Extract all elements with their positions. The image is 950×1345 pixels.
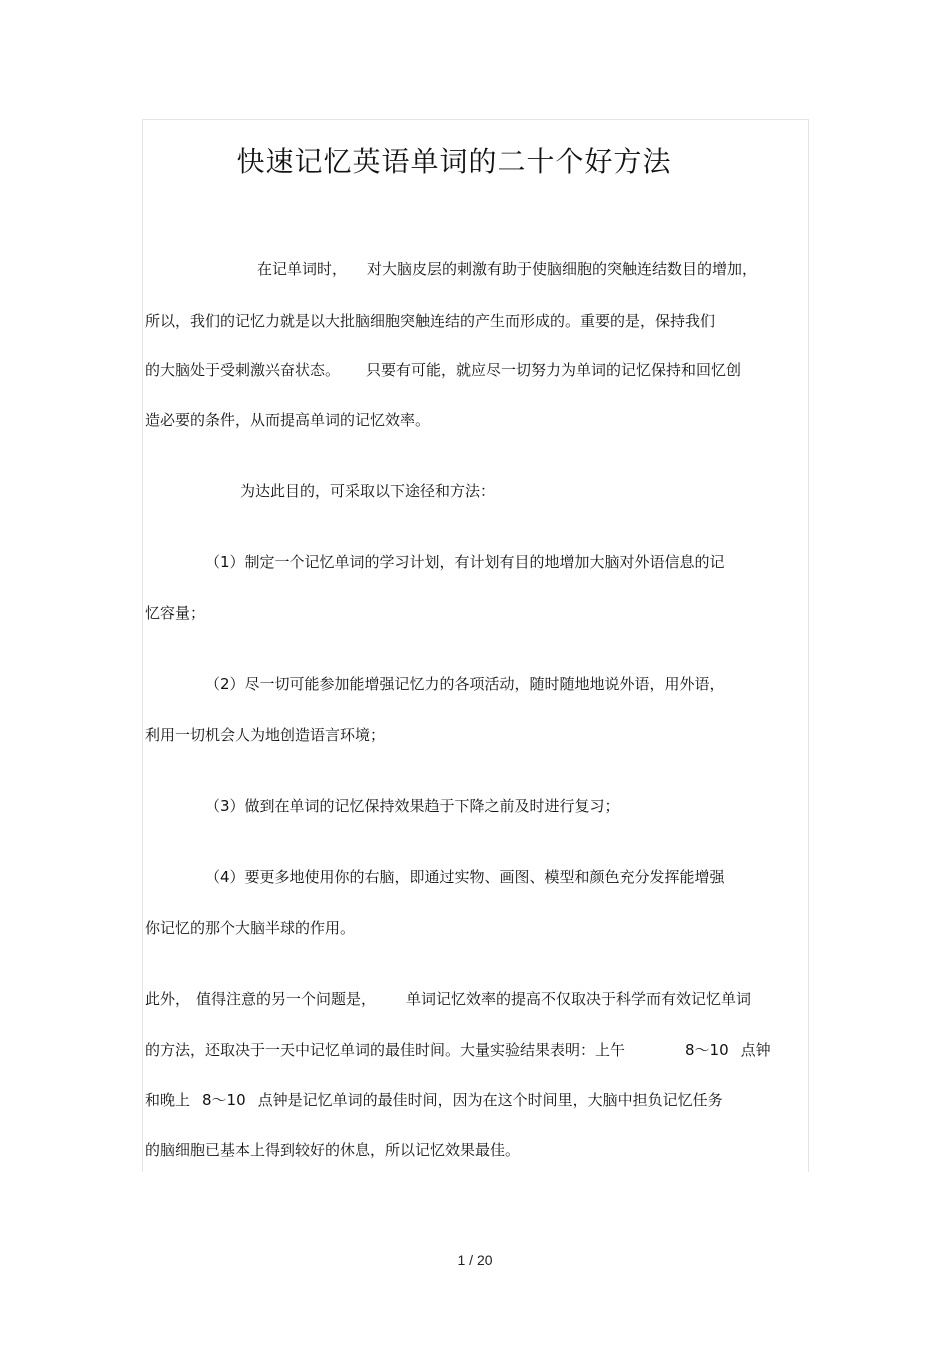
p1-line-1: 在记单词时， 对大脑皮层的刺激有助于使脑细胞的突触连结数目的增加， xyxy=(257,260,758,278)
p3-line-2: 的方法，还取决于一天中记忆单词的最佳时间。大量实验结果表明：上午 8～10 点钟 xyxy=(145,1041,771,1059)
page-indicator: 1 / 20 xyxy=(457,1252,493,1268)
item2-line-2: 利用一切机会人为地创造语言环境； xyxy=(145,726,386,744)
item4-line-1: （4）要更多地使用你的右脑，即通过实物、画图、模型和颜色充分发挥能增强 xyxy=(205,868,725,886)
item1-line-2: 忆容量； xyxy=(145,604,206,622)
p1-line-2: 所以，我们的记忆力就是以大批脑细胞突触连结的产生而形成的。重要的是，保持我们 xyxy=(145,312,716,330)
item1-line-1: （1）制定一个记忆单词的学习计划，有计划有目的地增加大脑对外语信息的记 xyxy=(205,553,725,571)
item4-line-2: 你记忆的那个大脑半球的作用。 xyxy=(145,919,356,937)
p2-line-1: 为达此目的，可采取以下途径和方法： xyxy=(240,482,496,500)
p1-line-3: 的大脑处于受刺激兴奋状态。 只要有可能，就应尽一切努力为单词的记忆保持和回忆创 xyxy=(145,361,742,379)
item3-line-1: （3）做到在单词的记忆保持效果趋于下降之前及时进行复习； xyxy=(205,797,620,815)
document-title: 快速记忆英语单词的二十个好方法 xyxy=(236,145,672,178)
p3-line-1: 此外， 值得注意的另一个问题是， 单词记忆效率的提高不仅取决于科学而有效记忆单词 xyxy=(145,990,752,1008)
item2-line-1: （2）尽一切可能参加能增强记忆力的各项活动，随时随地地说外语，用外语， xyxy=(205,675,725,693)
p3-line-4: 的脑细胞已基本上得到较好的休息，所以记忆效果最佳。 xyxy=(145,1141,521,1159)
p3-line-3: 和晚上 8～10 点钟是记忆单词的最佳时间，因为在这个时间里，大脑中担负记忆任务 xyxy=(145,1091,723,1109)
p1-line-4: 造必要的条件，从而提高单词的记忆效率。 xyxy=(145,411,431,429)
